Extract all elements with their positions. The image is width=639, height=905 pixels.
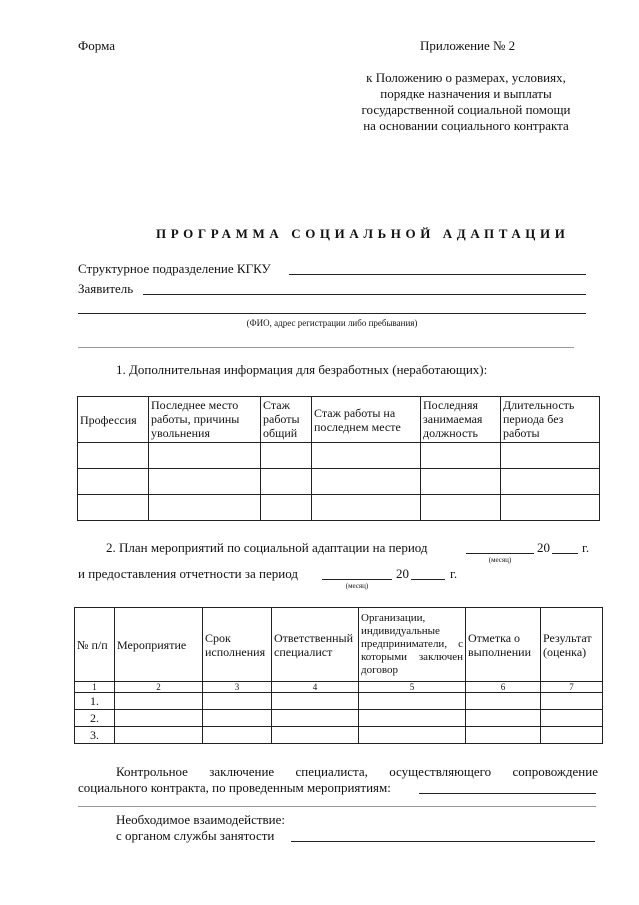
conclusion-field-line-2[interactable] [78, 806, 596, 807]
table-cell[interactable] [272, 693, 359, 710]
period-year-prefix: 20 [537, 540, 550, 555]
row-number: 2. [75, 710, 115, 727]
table-cell[interactable] [501, 495, 600, 521]
applicant-field-line-3[interactable] [78, 347, 574, 348]
column-number: 7 [541, 682, 603, 693]
table-cell[interactable] [115, 693, 203, 710]
column-header: Стаж работы общий [261, 397, 312, 443]
department-field-line[interactable] [289, 274, 586, 275]
reporting-year-prefix: 20 [396, 566, 409, 581]
section1-heading: 1. Дополнительная информация для безработных (неработающих): [116, 362, 488, 377]
table-row [78, 443, 600, 469]
table-cell[interactable] [272, 710, 359, 727]
table-cell[interactable] [261, 469, 312, 495]
table-cell[interactable] [203, 693, 272, 710]
column-header: Отметка о выполнении [466, 608, 541, 682]
employment-service-field[interactable] [291, 841, 595, 842]
table-cell[interactable] [261, 443, 312, 469]
table-cell[interactable] [541, 710, 603, 727]
column-header: Ответственный специалист [272, 608, 359, 682]
conclusion-word: сопровождение [512, 764, 598, 779]
column-header: Срок исполнения [203, 608, 272, 682]
appendix-subtitle [330, 70, 602, 134]
period-year-suffix: г. [582, 540, 590, 555]
table-cell[interactable] [203, 727, 272, 744]
table-row [78, 495, 600, 521]
subtitle-line: к Положению о размерах, условиях, [366, 70, 566, 85]
column-header: Результат (оценка) [541, 608, 603, 682]
applicant-label: Заявитель [78, 281, 134, 296]
table-cell[interactable] [466, 710, 541, 727]
table-cell[interactable] [466, 727, 541, 744]
table-cell[interactable] [359, 727, 466, 744]
column-header: Профессия [78, 397, 149, 443]
column-header: Стаж работы на последнем месте [312, 397, 421, 443]
employment-service-label: с органом службы занятости [116, 828, 275, 843]
column-header: Последняя занимаемая должность [421, 397, 501, 443]
table-cell[interactable] [421, 495, 501, 521]
row-number: 3. [75, 727, 115, 744]
column-number: 1 [75, 682, 115, 693]
table-cell[interactable] [466, 693, 541, 710]
table-row [75, 727, 603, 744]
conclusion-line-1 [116, 764, 598, 780]
table-cell[interactable] [541, 727, 603, 744]
table-cell[interactable] [261, 495, 312, 521]
period-year-field[interactable] [552, 553, 578, 554]
conclusion-word: Контрольное [116, 764, 188, 779]
column-header: Длительность периода без работы [501, 397, 600, 443]
appendix-label: Приложение № 2 [420, 38, 516, 53]
document-title: ПРОГРАММА СОЦИАЛЬНОЙ АДАПТАЦИИ [156, 226, 570, 241]
table-cell[interactable] [203, 710, 272, 727]
reporting-year-suffix: г. [450, 566, 458, 581]
column-header: № п/п [75, 608, 115, 682]
reporting-year-field[interactable] [411, 579, 445, 580]
period-month-field[interactable] [466, 553, 534, 554]
table-cell[interactable] [421, 469, 501, 495]
month-caption: (месяц) [488, 556, 512, 564]
column-number: 3 [203, 682, 272, 693]
table-cell[interactable] [149, 469, 261, 495]
column-header: Последнее место работы, причины увольнения [149, 397, 261, 443]
table-cell[interactable] [272, 727, 359, 744]
table-cell[interactable] [149, 443, 261, 469]
subtitle-line: на основании социального контракта [363, 118, 569, 133]
column-number: 5 [359, 682, 466, 693]
table-cell[interactable] [115, 727, 203, 744]
reporting-period-label: и предоставления отчетности за период [78, 566, 298, 581]
table-cell[interactable] [312, 443, 421, 469]
conclusion-line-2: социального контракта, по проведенным мероприятиям: [78, 780, 391, 795]
column-header: Организации, индивидуальные предприниматели, с которыми заключен договор [359, 608, 466, 682]
department-label: Структурное подразделение КГКУ [78, 261, 271, 276]
interaction-label: Необходимое взаимодействие: [116, 812, 286, 827]
column-number: 6 [466, 682, 541, 693]
row-number: 1. [75, 693, 115, 710]
form-label: Форма [78, 38, 115, 53]
table-header-row [75, 608, 603, 682]
conclusion-word: осуществляющего [389, 764, 492, 779]
column-number: 2 [115, 682, 203, 693]
table-cell[interactable] [312, 495, 421, 521]
table-cell[interactable] [359, 710, 466, 727]
table-cell[interactable] [78, 469, 149, 495]
table-cell[interactable] [115, 710, 203, 727]
table-cell[interactable] [421, 443, 501, 469]
conclusion-word: заключение [209, 764, 275, 779]
table-row [75, 693, 603, 710]
table-row [75, 710, 603, 727]
conclusion-word: специалиста, [295, 764, 368, 779]
reporting-month-field[interactable] [322, 579, 392, 580]
table-cell[interactable] [78, 495, 149, 521]
table-cell[interactable] [501, 443, 600, 469]
column-header: Мероприятие [115, 608, 203, 682]
subtitle-line: государственной социальной помощи [361, 102, 571, 117]
table-cell[interactable] [149, 495, 261, 521]
column-number-row [75, 682, 603, 693]
table-cell[interactable] [541, 693, 603, 710]
table-header-row [78, 397, 600, 443]
fio-caption: (ФИО, адрес регистрации либо пребывания) [246, 318, 418, 328]
table-cell[interactable] [312, 469, 421, 495]
subtitle-line: порядке назначения и выплаты [380, 86, 552, 101]
table-cell[interactable] [359, 693, 466, 710]
section2-heading: 2. План мероприятий по социальной адаптации на период [106, 540, 428, 555]
table-cell[interactable] [501, 469, 600, 495]
month-caption: (месяц) [345, 582, 369, 590]
table-cell[interactable] [78, 443, 149, 469]
unemployed-info-table [77, 396, 600, 521]
conclusion-field-line[interactable] [419, 793, 596, 794]
column-number: 4 [272, 682, 359, 693]
table-row [78, 469, 600, 495]
adaptation-plan-table [74, 607, 603, 744]
applicant-field-line[interactable] [143, 294, 586, 295]
applicant-field-line-2[interactable] [78, 313, 586, 314]
